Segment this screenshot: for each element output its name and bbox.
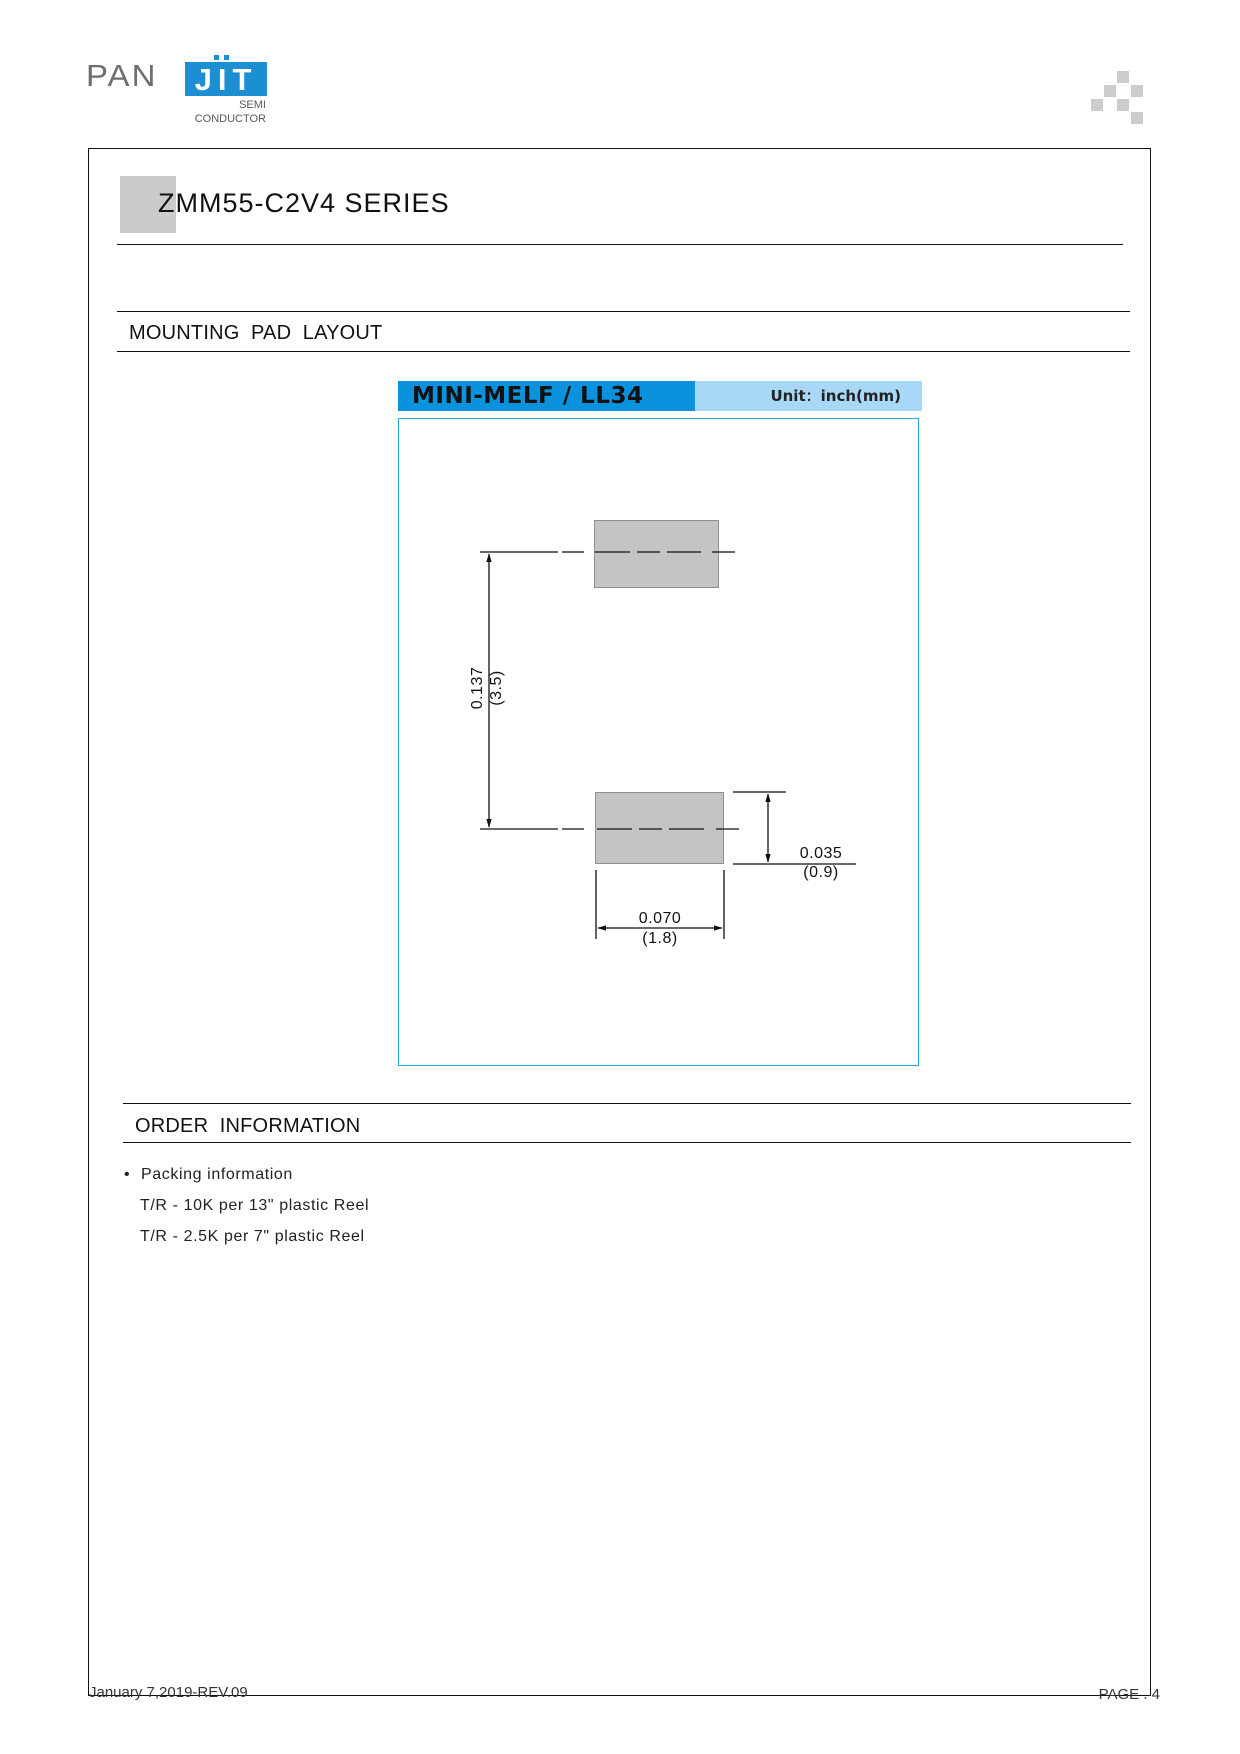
section-divider-bottom — [123, 1142, 1131, 1143]
bullet: • — [124, 1166, 131, 1183]
logo-subtitle-conductor: CONDUCTOR — [194, 113, 266, 125]
packing-line-1: T/R - 10K per 13" plastic Reel — [140, 1197, 370, 1214]
dim-pad-height-inch: 0.035 — [799, 845, 843, 862]
logo-jit-text: JIT — [194, 62, 258, 97]
dim-pad-width-inch: 0.070 — [638, 910, 682, 927]
package-name: MINI-MELF / LL34 — [412, 383, 644, 409]
logo-pan-text: PAN — [86, 58, 158, 93]
dim-spacing-inch: 0.137 — [469, 666, 486, 710]
package-unit: Unit：inch(mm) — [770, 387, 901, 405]
section-divider-top — [123, 1103, 1131, 1104]
logo-subtitle-semi: SEMI — [239, 99, 266, 111]
footer-date-revision: January 7,2019-REV.09 — [89, 1684, 248, 1701]
dim-pad-width-mm: (1.8) — [642, 930, 678, 947]
section-title-mounting: MOUNTING PAD LAYOUT — [129, 322, 383, 344]
footer-page-number: PAGE . 4 — [1098, 1686, 1160, 1703]
dim-pad-height-mm: (0.9) — [803, 864, 839, 881]
page-title: ZMM55-C2V4 SERIES — [158, 188, 450, 218]
dim-spacing-mm: (3.5) — [488, 670, 505, 706]
section-title-order: ORDER INFORMATION — [135, 1115, 361, 1137]
packing-heading: Packing information — [141, 1166, 293, 1183]
packing-line-2: T/R - 2.5K per 7" plastic Reel — [140, 1228, 365, 1245]
